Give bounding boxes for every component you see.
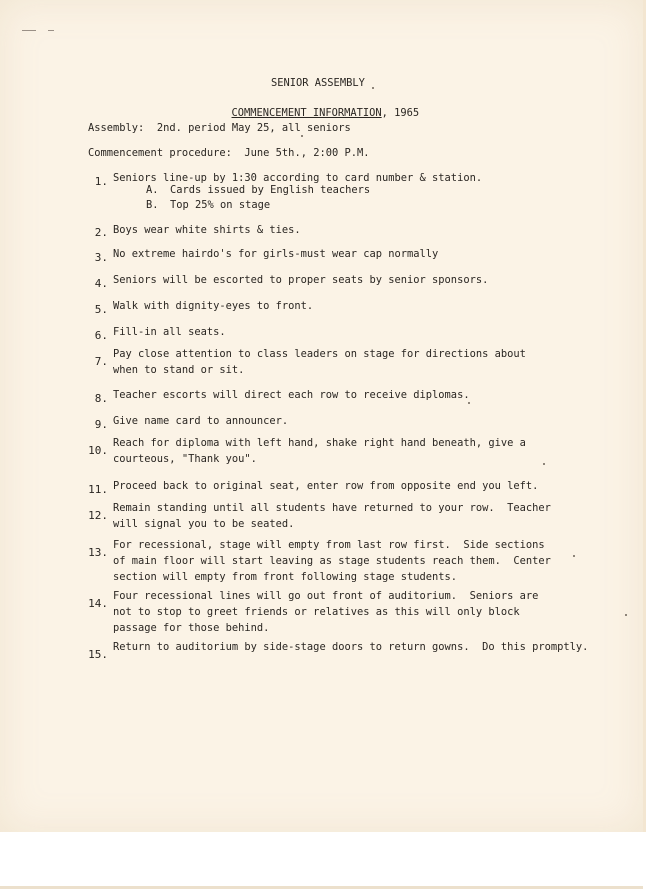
sub-item-label: A. [146,184,159,196]
item-number: 5. [94,303,108,316]
document-subtitle-main: COMMENCEMENT INFORMATION [231,107,382,119]
paper-mark [48,30,54,31]
item-number: 9. [94,418,108,431]
paper-speck [301,135,303,137]
paper-speck [625,614,627,616]
item-text: Proceed back to original seat, enter row from opposite end you left. [113,480,539,492]
item-text: Pay close attention to class leaders on stage for directions about when to stand or sit. [113,348,526,376]
item-number: 14. [88,597,108,610]
procedure-line: Commencement procedure: June 5th., 2:00 P.M. [88,147,370,159]
document-title: SENIOR ASSEMBLY [271,77,365,89]
item-number: 1. [94,175,108,188]
paper-mark [22,30,36,31]
item-number: 7. [94,355,108,368]
document-subtitle-year: , 1965 [381,107,420,119]
document-subtitle [219,95,419,119]
sub-item-label: B. [146,199,159,211]
item-text: Seniors will be escorted to proper seats by senior sponsors. [113,274,489,286]
item-text: Seniors line-up by 1:30 according to card number & station. [113,172,483,184]
item-number: 6. [94,329,108,342]
paper-speck [573,555,575,557]
paper-speck [543,463,545,465]
item-text: Fill-in all seats. [113,326,226,338]
item-number: 15. [88,648,108,661]
sub-item-text: Cards issued by English teachers [170,184,371,196]
item-text: Give name card to announcer. [113,415,289,427]
item-text: Return to auditorium by side-stage doors to return gowns. Do this promptly. [113,641,589,653]
item-number: 12. [88,509,108,522]
paper-speck [372,87,374,89]
item-number: 11. [88,483,108,496]
sub-item-text: Top 25% on stage [170,199,271,211]
item-text: For recessional, stage will empty from last row first. Side sections of main floor will start leaving as stage students reach them. Center section will empty from front following stage students. [113,539,551,583]
item-number: 8. [94,392,108,405]
item-text: Remain standing until all students have returned to your row. Teacher will signal you to be seated. [113,502,551,530]
item-number: 4. [94,277,108,290]
item-text: Four recessional lines will go out front of auditorium. Seniors are not to stop to greet friends or relatives as this will only block passage for those behind. [113,590,539,634]
item-text: No extreme hairdo's for girls-must wear cap normally [113,248,439,260]
item-number: 3. [94,251,108,264]
item-number: 10. [88,444,108,457]
assembly-line: Assembly: 2nd. period May 25, all seniors [88,122,351,134]
item-text: Teacher escorts will direct each row to receive diplomas. [113,389,470,401]
item-number: 13. [88,546,108,559]
item-text: Boys wear white shirts & ties. [113,224,301,236]
item-text: Walk with dignity-eyes to front. [113,300,314,312]
item-number: 2. [94,226,108,239]
item-text: Reach for diploma with left hand, shake right hand beneath, give a courteous, "Thank you". [113,437,526,465]
